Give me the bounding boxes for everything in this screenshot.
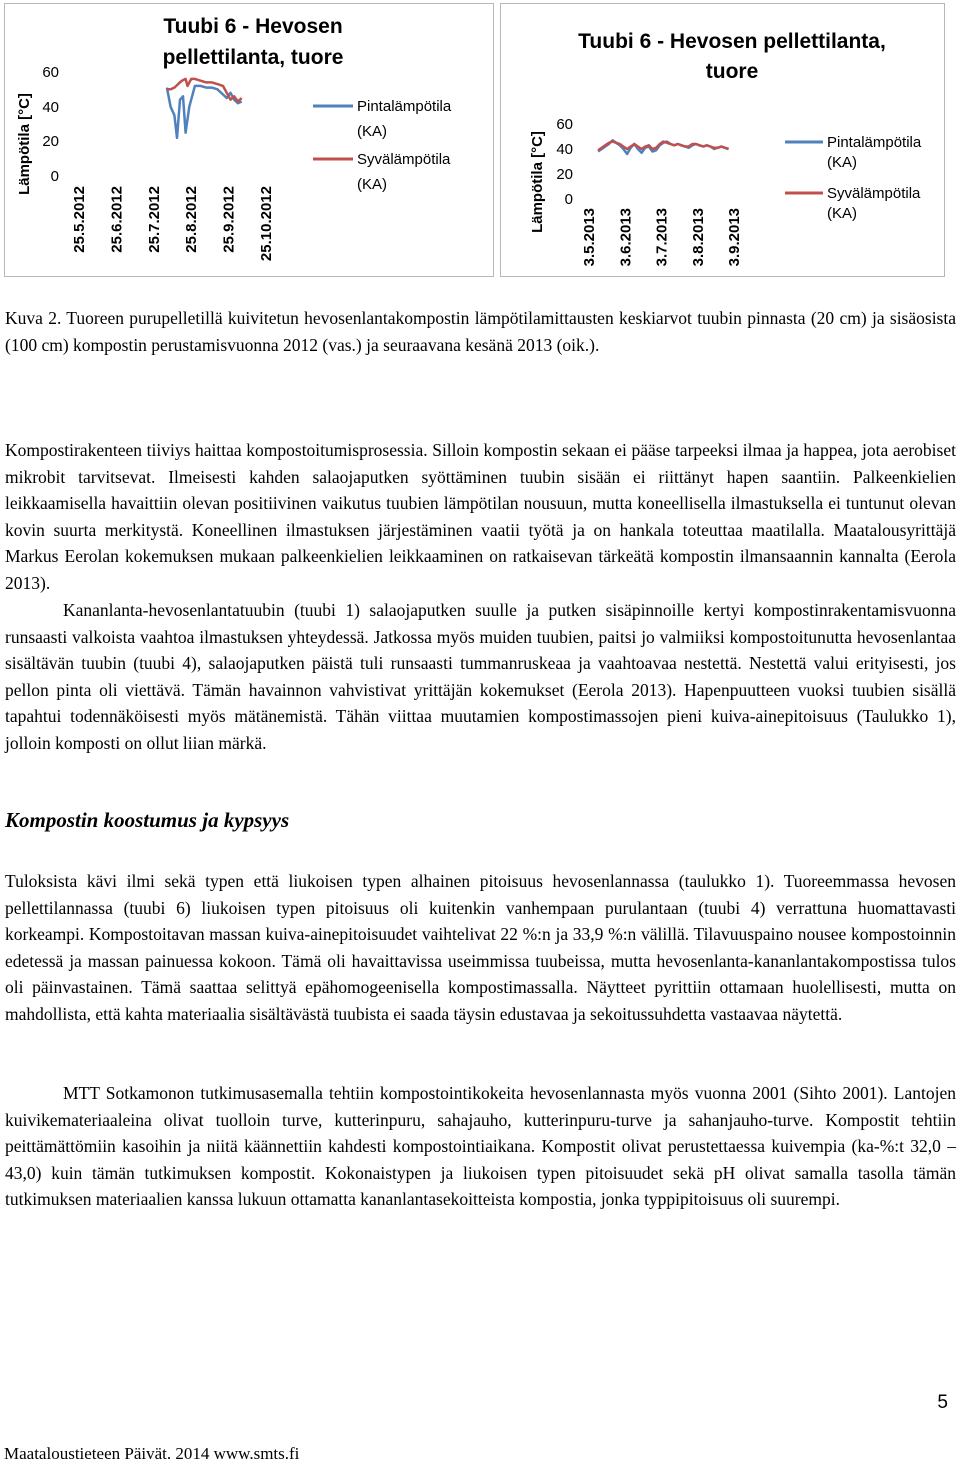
- y-axis-label: Lämpötila [°C]: [16, 93, 33, 195]
- series-line-surface: [167, 86, 242, 138]
- series-line-deep: [598, 142, 729, 151]
- paragraph-airflow: Kompostirakenteen tiiviys haittaa kompostoitumisprosessia. Silloin kompostin sekaan ei pääse tarpeeksi ilmaa ja happea, jota aerobiset mikrobit tarvitsevat. Ilmeisesti kahden salaojaputken syöttäminen tuubin sisään ei riittänyt hapen saantiin. Palkeenkielien leikkaamisella havaittiin olevan positiivinen vaikutus tuubien lämpötilan nousuun, mutta koneellisella ilmastuksella ei tuntunut olevan kovin suurta merkitystä. Koneellinen ilmastuksen järjestäminen vaatii työtä ja on hankala toteuttaa maatilalla. Maatalousyrittäjä Markus Eerolan kokemuksen mukaan palkeenkielien leikkaaminen on ratkaisevan tärkeätä kompostin ilmansaannin kannalta (Eerola 2013).: [5, 440, 956, 593]
- y-tick-60: 60: [42, 64, 59, 81]
- x-tick-label: 25.10.2012: [258, 186, 275, 262]
- paragraph-sotkamo: MTT Sotkamonon tutkimusasemalla tehtiin kompostointikokeita hevosenlannasta myös vuonna 2001 (Sihto 2001). Lantojen kuivikemateriaaleina olivat tuolloin turve, kutterinpuru, sahajauho, kutterinpuru-turve ja sahanjauho-turve. Kompostit tehtiin peittämättömiin kasoihin ja niitä käännettiin kahdesti kompostointiaikana. Kompostit olivat perustettaessa kuivempia (ka-%:t 32,0 – 43,0) kuin tämän tutkimuksen kompostit. Kokonaistypen ja liukoisen typen pitoisuudet sekä pH olivat samalla tasolla tämän tutkimuksen materiaalien kanssa lukuun ottamatta kananlantasekoitteista kompostia, jonka typpipitoisuus oli suurempi.: [5, 1083, 956, 1209]
- y-tick-40: 40: [556, 141, 573, 158]
- y-tick-40: 40: [42, 99, 59, 116]
- section-heading: Kompostin koostumus ja kypsyys: [5, 808, 290, 832]
- y-tick-0: 0: [50, 168, 59, 185]
- paragraph-composition: Tuloksista kävi ilmi sekä typen että liukoisen typen alhainen pitoisuus hevosenlannassa (taulukko 1). Tuoreemmassa hevosen pellettilannassa (tuubi 6) liukoisen typen pitoisuus oli kuitenkin vanhempaan purulantaan (tuubi 4) verrattuna huomattavasti korkeampi. Kompostoitavan massan kuiva-ainepitoisuudet vaihtelivat 22 %:n ja 33,9 %:n välillä. Tilavuuspaino nousee kompostoinnin edetessä ja massan painuessa kokoon. Tämä oli havaittavissa useimmissa tuubeissa, mutta hevosenlanta-kananlantakompostissa tulos oli päinvastainen. Tämä saattaa selittyä epähomogeenisella kompostimassalla. Näytteet pyrittiin ottamaan huolellisesti, mutta on mahdollista, että kahta materiaalia sisältävästä tuubista ei saada täysin edustavaa ja sekoitussuhdetta vastaavaa näytettä.: [5, 871, 956, 1024]
- chart-2012: [4, 3, 494, 277]
- chart-title-line-1: Tuubi 6 - Hevosen: [163, 15, 343, 38]
- legend-surface-line-2: (KA): [357, 123, 387, 140]
- x-tick-label: 25.8.2012: [183, 186, 201, 253]
- x-tick-label: 25.5.2012: [71, 186, 88, 253]
- x-tick-label: 3.9.2013: [726, 208, 743, 267]
- chart-2012-svg: [5, 4, 493, 276]
- legend-surface-line-1: Pintalämpötila: [357, 98, 452, 115]
- figure-caption: Kuva 2. Tuoreen purupelletillä kuivitetun hevosenlantakompostin lämpötilamittausten keskiarvot tuubin pinnasta (20 cm) ja sisäosista (100 cm) kompostin perustamisvuonna 2012 (vas.) ja seuraavana kesänä 2013 (oik.).: [5, 308, 956, 355]
- page-number: 5: [937, 1392, 948, 1413]
- legend-surface-line-2: (KA): [827, 154, 857, 171]
- y-tick-0: 0: [564, 191, 573, 208]
- x-tick-label: 25.7.2012: [145, 186, 163, 253]
- series-line-deep: [167, 79, 242, 102]
- x-tick-label: 25.9.2012: [220, 186, 238, 253]
- chart-title-line-1: Tuubi 6 - Hevosen pellettilanta,: [578, 30, 886, 53]
- y-tick-60: 60: [556, 116, 573, 133]
- x-tick-label: 25.6.2012: [108, 186, 126, 253]
- x-tick-label: 3.6.2013: [617, 208, 635, 267]
- legend-deep-line-2: (KA): [827, 205, 857, 222]
- x-tick-label: 3.8.2013: [689, 208, 707, 267]
- legend-deep-line-2: (KA): [357, 176, 387, 193]
- page-footer: Maataloustieteen Päivät. 2014 www.smts.fi: [4, 1444, 300, 1463]
- chart-title-line-2: pellettilanta, tuore: [162, 46, 344, 69]
- chart-2013-svg: [501, 4, 944, 276]
- chart-title-line-2: tuore: [705, 60, 759, 83]
- chart-2013: [500, 3, 945, 277]
- y-tick-20: 20: [42, 133, 59, 150]
- legend-surface-line-1: Pintalämpötila: [827, 134, 922, 151]
- y-tick-20: 20: [556, 166, 573, 183]
- x-tick-label: 3.7.2013: [653, 208, 671, 267]
- paragraph-foam: Kananlanta-hevosenlantatuubin (tuubi 1) salaojaputken suulle ja putken sisäpinnoille kertyi kompostinrakentamisvuonna runsaasti valkoista vaahtoa ilmastuksen yhteydessä. Jatkossa myös muiden tuubien, paitsi jo valmiiksi kompostoitunutta hevosenlantaa sisältävän tuubin (tuubi 4), salaojaputken päistä tuli runsaasti tummanruskeaa ja vaahtoavaa nestettä. Nestettä valui erityisesti, jos pellon pinta oli viettävä. Tämän havainnon vahvistivat yrittäjän kokemukset (Eerola 2013). Hapenpuutteen vuoksi tuubien sisällä tapahtui todennäköisesti myös mätänemistä. Tähän viittaa muutamien kompostimassojen pieni kuiva-ainepitoisuus (Taulukko 1), jolloin komposti on ollut liian märkä.: [5, 600, 956, 753]
- x-tick-label: 3.5.2013: [581, 208, 598, 267]
- y-axis-label: Lämpötila [°C]: [529, 131, 546, 233]
- legend-deep-line-1: Syvälämpötila: [357, 151, 451, 168]
- legend-deep-line-1: Syvälämpötila: [827, 185, 921, 202]
